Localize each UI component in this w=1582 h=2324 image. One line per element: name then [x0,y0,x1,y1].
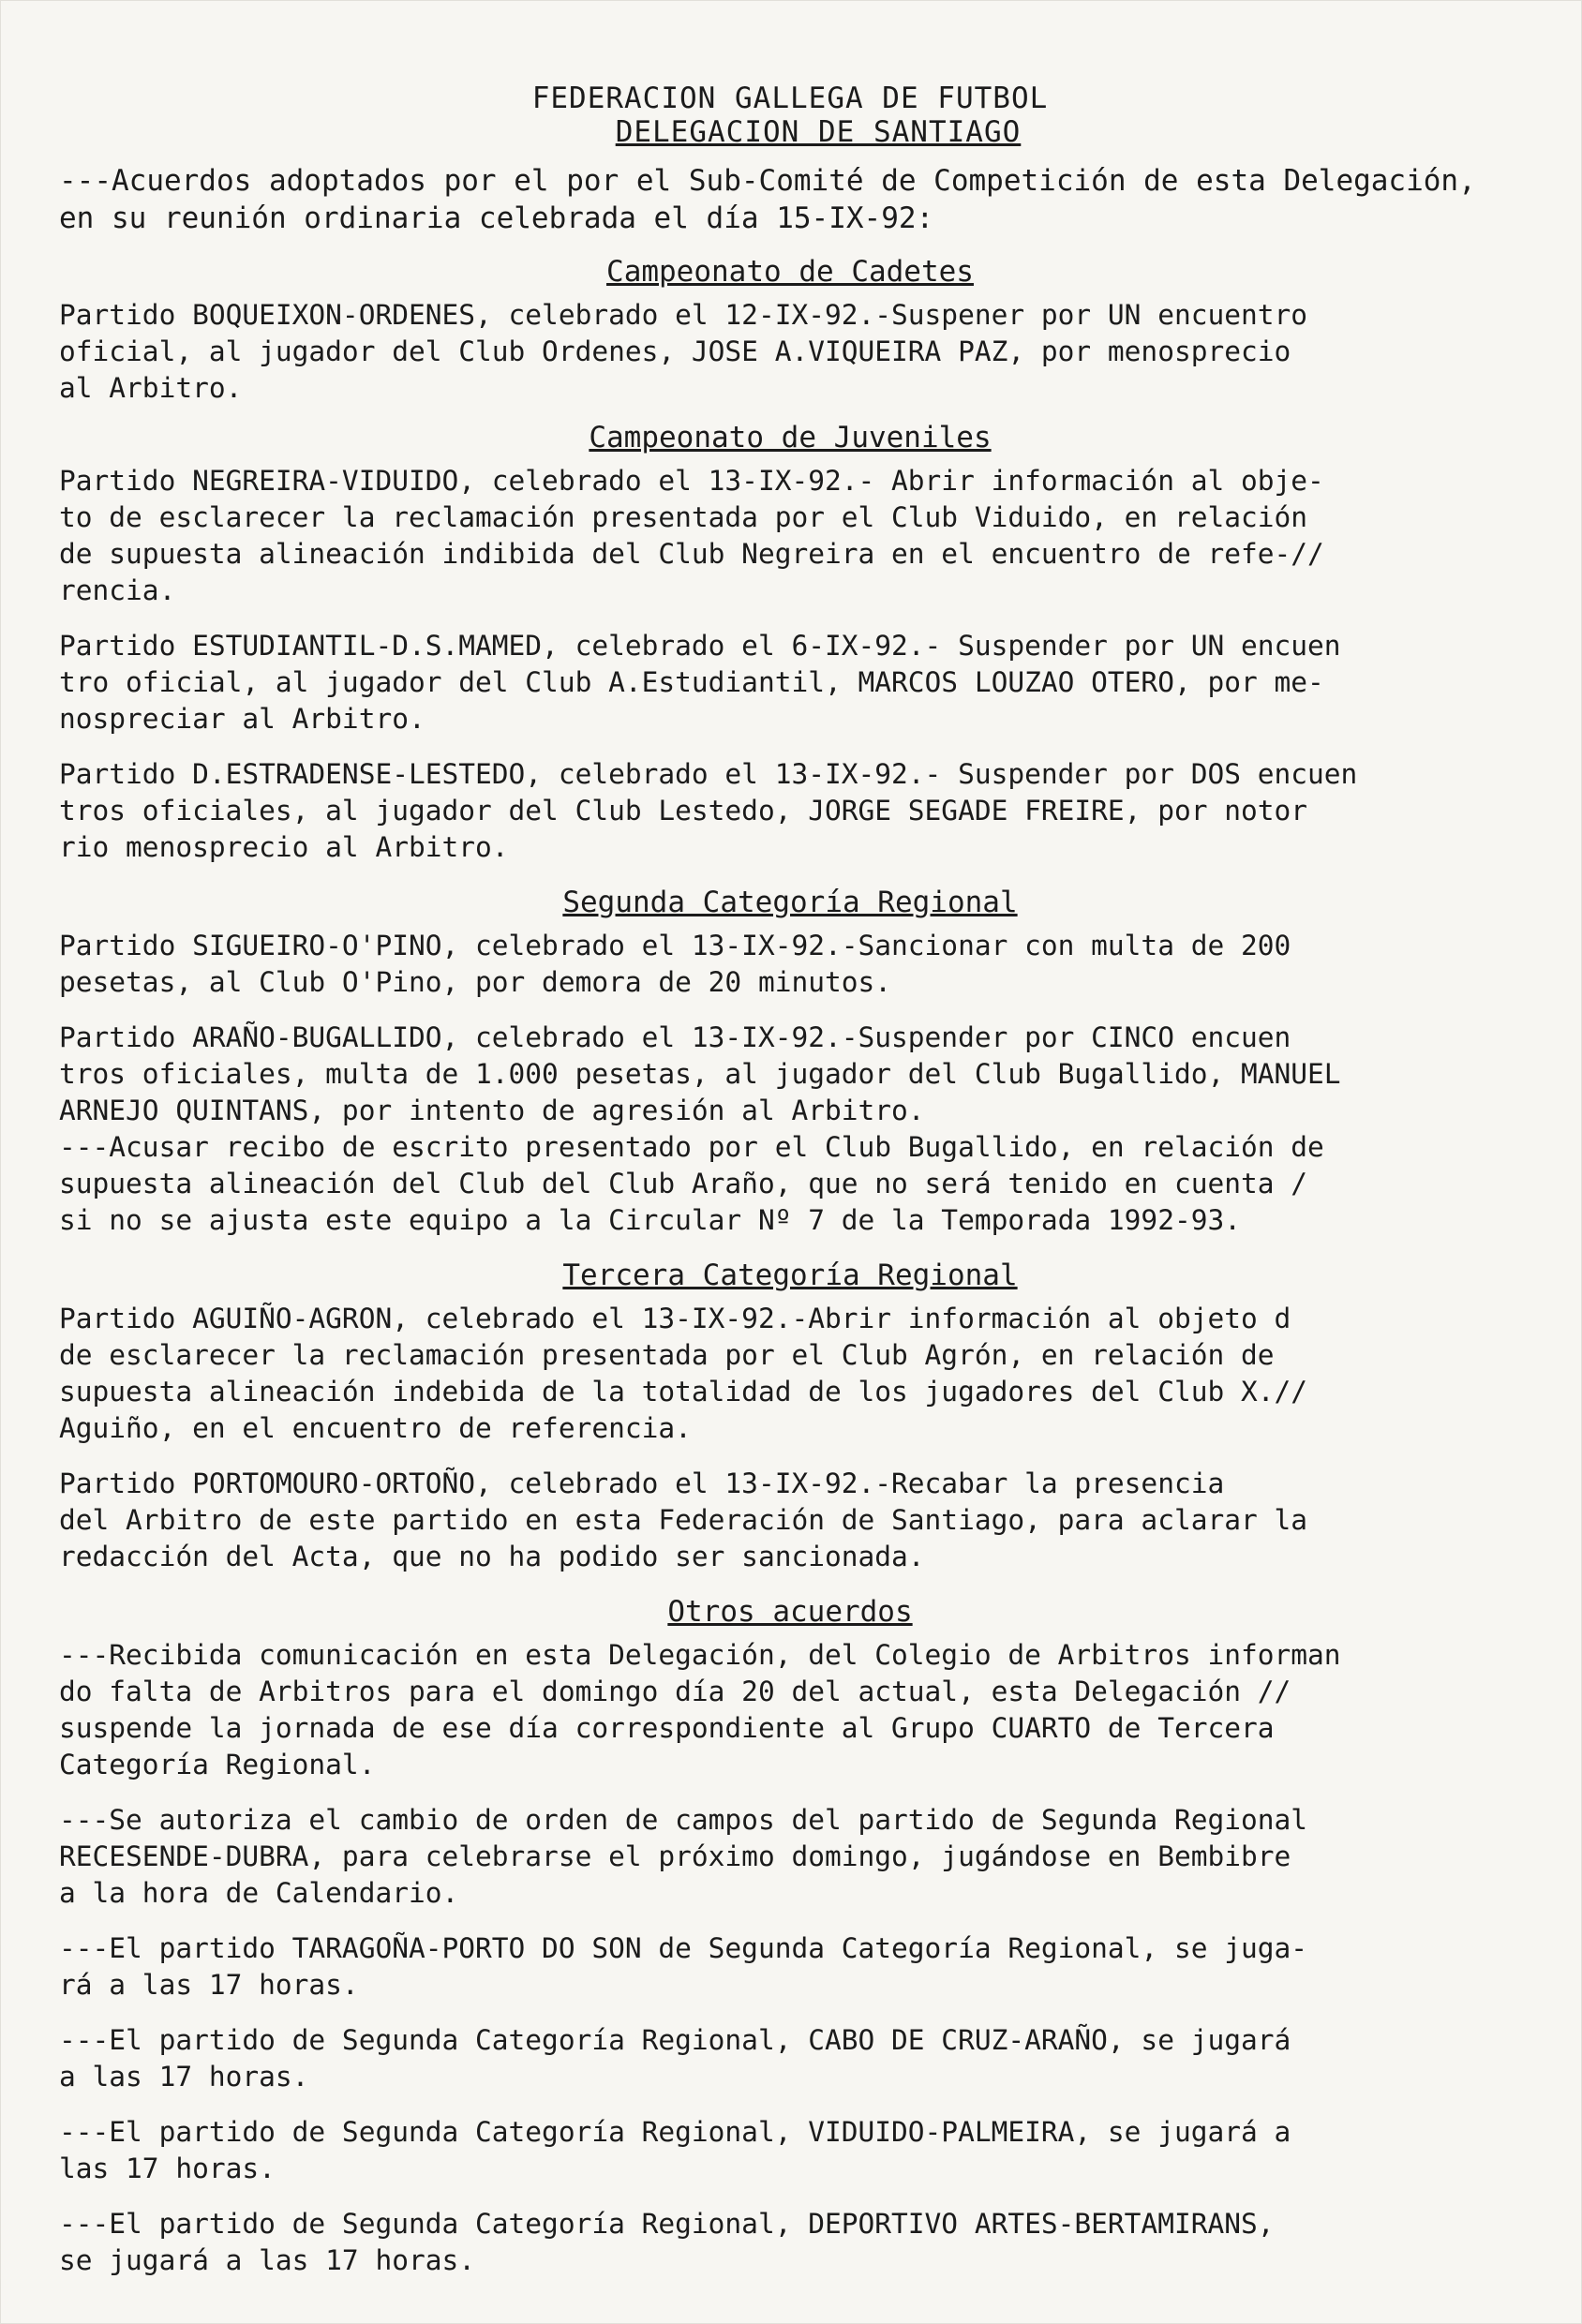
otros-paragraph-4: ---El partido de Segunda Categoría Regional, CABO DE CRUZ-ARAÑO, se jugará a las 17 horas. [59,2024,1291,2093]
otros-paragraph-2: ---Se autoriza el cambio de orden de campos del partido de Segunda Regional RECESENDE-DUBRA, para celebrarse el próximo domingo, jugándose en Bembibre a la hora de Calendario. [59,1804,1308,1909]
otros-paragraph-5: ---El partido de Segunda Categoría Regional, VIDUIDO-PALMEIRA, se jugará a las 17 horas. [59,2116,1291,2184]
section-title-juveniles: Campeonato de Juveniles [589,421,992,454]
juveniles-paragraph-3: Partido D.ESTRADENSE-LESTEDO, celebrado el 13-IX-92.- Suspender por DOS encuen tros oficiales, al jugador del Club Lestedo, JORGE SEGADE FREIRE, por notor rio menosprecio al Arbitro. [59,758,1358,863]
juveniles-paragraph-2: Partido ESTUDIANTIL-D.S.MAMED, celebrado el 6-IX-92.- Suspender por UN encuen tro oficial, al jugador del Club A.Estudiantil, MARCOS LOUZAO OTERO, por me- nospreciar al Arbitro. [59,630,1341,735]
juveniles-paragraph-1: Partido NEGREIRA-VIDUIDO, celebrado el 13-IX-92.- Abrir información al obje- to de esclarecer la reclamación presentada por el Club Viduido, en relación de supuesta alineación indibida del Club Negreira en el encuentro de refe-// rencia. [59,465,1324,606]
otros-paragraph-3: ---El partido TARAGOÑA-PORTO DO SON de Segunda Categoría Regional, se juga- rá a las 17 horas. [59,1932,1308,2001]
section-title-tercera: Tercera Categoría Regional [562,1259,1018,1292]
section-title-cadetes: Campeonato de Cadetes [606,255,974,289]
federation-title: FEDERACION GALLEGA DE FUTBOL [531,82,1049,115]
delegation-title: DELEGACION DE SANTIAGO [615,115,1022,149]
segunda-paragraph-2: Partido ARAÑO-BUGALLIDO, celebrado el 13-IX-92.-Suspender por CINCO encuen tros oficiales, multa de 1.000 pesetas, al jugador del Club Bugallido, MANUEL ARNEJO QUINTANS, por intento de agresión al Arbitro. ---Acusar recibo de escrito presentado por el Club Bugallido, en relación de supuesta alineación del Club del Club Araño, que no será tenido en cuenta / si no se ajusta este equipo a la Circular Nº 7 de la Temporada 1992-93. [59,1021,1341,1236]
document-body [59,82,1521,2279]
otros-paragraph-1: ---Recibida comunicación en esta Delegación, del Colegio de Arbitros informan do falta de Arbitros para el domingo día 20 del actual, esta Delegación // suspende la jornada de ese día correspondiente al Grupo CUARTO de Tercera Categoría Regional. [59,1639,1341,1780]
intro-paragraph: ---Acuerdos adoptados por el por el Sub-Comité de Competición de esta Delegación, en su reunión ordinaria celebrada el día 15-IX-92: [59,164,1476,235]
tercera-paragraph-1: Partido AGUIÑO-AGRON, celebrado el 13-IX-92.-Abrir información al objeto d de esclarecer la reclamación presentada por el Club Agrón, en relación de supuesta alineación indebida de la totalidad de los jugadores del Club X.// Aguiño, en el encuentro de referencia. [59,1303,1308,1444]
section-title-segunda: Segunda Categoría Regional [562,886,1018,919]
otros-paragraph-6: ---El partido de Segunda Categoría Regional, DEPORTIVO ARTES-BERTAMIRANS, se jugará a las 17 horas. [59,2208,1275,2276]
cadetes-paragraph-1: Partido BOQUEIXON-ORDENES, celebrado el 12-IX-92.-Suspener por UN encuentro oficial, al jugador del Club Ordenes, JOSE A.VIQUEIRA PAZ, por menosprecio al Arbitro. [59,299,1308,404]
segunda-paragraph-1: Partido SIGUEIRO-O'PINO, celebrado el 13-IX-92.-Sancionar con multa de 200 pesetas, al Club O'Pino, por demora de 20 minutos. [59,930,1291,998]
section-title-otros: Otros acuerdos [667,1595,913,1629]
tercera-paragraph-2: Partido PORTOMOURO-ORTOÑO, celebrado el 13-IX-92.-Recabar la presencia del Arbitro de este partido en esta Federación de Santiago, para aclarar la redacción del Acta, que no ha podido ser sancionada. [59,1467,1308,1572]
